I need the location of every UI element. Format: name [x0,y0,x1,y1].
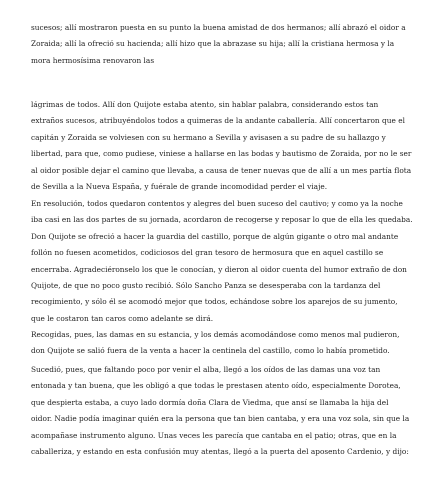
text-line: iba casi en las dos partes de su jornada, acordaron de recogerse y reposar lo que de ella les quedaba. [31,215,413,225]
text-line: de Sevilla a la Nueva España, y fuérale de grande incomodidad perder el viaje. [31,181,328,191]
text-line: encerraba. Agradeciéronselo los que le conocían, y dieron al oidor cuenta del humor extraño de don [31,264,407,274]
paragraph-2 [31,97,413,195]
text-line: Sucedió, pues, que faltando poco por venir el alba, llegó a los oídos de las damas una voz tan [31,365,381,374]
text-line: follón no fuesen acometidos, codiciosos del gran tesoro de hermosura que en aquel castillo se [31,248,384,258]
text-line: Quijote, de que no poco gusto recibió. Sólo Sancho Panza se desesperaba con la tardanza del [31,280,381,290]
text-line: al oidor posible dejar el camino que llevaba, a causa de tener nuevas que de allí a un mes partía flota [31,165,412,175]
text-line: lágrimas de todos. Allí don Quijote estaba atento, sin hablar palabra, considerando estos tan [31,100,379,109]
text-line: capitán y Zoraida se volviesen con su hermano a Sevilla y avisasen a su padre de su hallazgo y [31,132,386,142]
paragraph-3 [31,196,413,327]
text-line: oidor. Nadie podía imaginar quién era la persona que tan bien cantaba, y era una voz sola, sin que la [31,414,410,424]
text-line: En resolución, todos quedaron contentos y alegres del buen suceso del cautivo; y como ya la noche [31,199,403,208]
text-line: que despierta estaba, a cuyo lado dormía doña Clara de Viedma, que ansí se llamaba la hija del [31,397,389,407]
text-line: libertad, para que, como pudiese, viniese a hallarse en las bodas y bautismo de Zoraida, por no le ser [31,149,412,159]
text-line: don Quijote se salió fuera de la venta a hacer la centinela del castillo, como lo había prometido. [31,346,390,356]
text-line: caballeriza, y estando en esta confusión muy atentas, llegó a la puerta del aposento Cardenio, y dijo: [31,446,409,456]
text-line: mora hermosísima renovaron las [31,55,155,65]
text-line: extraños sucesos, atribuyéndolos todos a quimeras de la andante caballería. Allí concertaron que el [31,116,405,126]
text-line: Don Quijote se ofreció a hacer la guardia del castillo, porque de algún gigante o otro mal andante [31,231,399,241]
text-line: sucesos; allí mostraron puesta en su punto la buena amistad de dos hermanos; allí abrazó el oidor a [31,23,406,32]
text-line: recogimiento, y sólo él se acomodó mejor que todos, echándose sobre los aparejos de su jumento, [31,297,398,307]
text-line: entonada y tan buena, que les obligó a que todas le prestasen atento oído, especialmente Dorotea, [31,381,401,391]
text-line: Zoraida; allí la ofreció su hacienda; allí hizo que la abrazase su hija; allí la cristiana hermosa y la [31,39,395,49]
text-line: acompañase instrumento alguno. Unas veces les parecía que cantaba en el patio; otras, que en la [31,430,397,440]
paragraph-1 [31,20,413,69]
paragraph-4 [31,327,413,360]
text-line: Recogidas, pues, las damas en su estancia, y los demás acomodándose como menos mal pudieron, [31,330,400,339]
paragraph-5 [31,362,413,460]
text-line: que le costaron tan caros como adelante se dirá. [31,313,214,323]
